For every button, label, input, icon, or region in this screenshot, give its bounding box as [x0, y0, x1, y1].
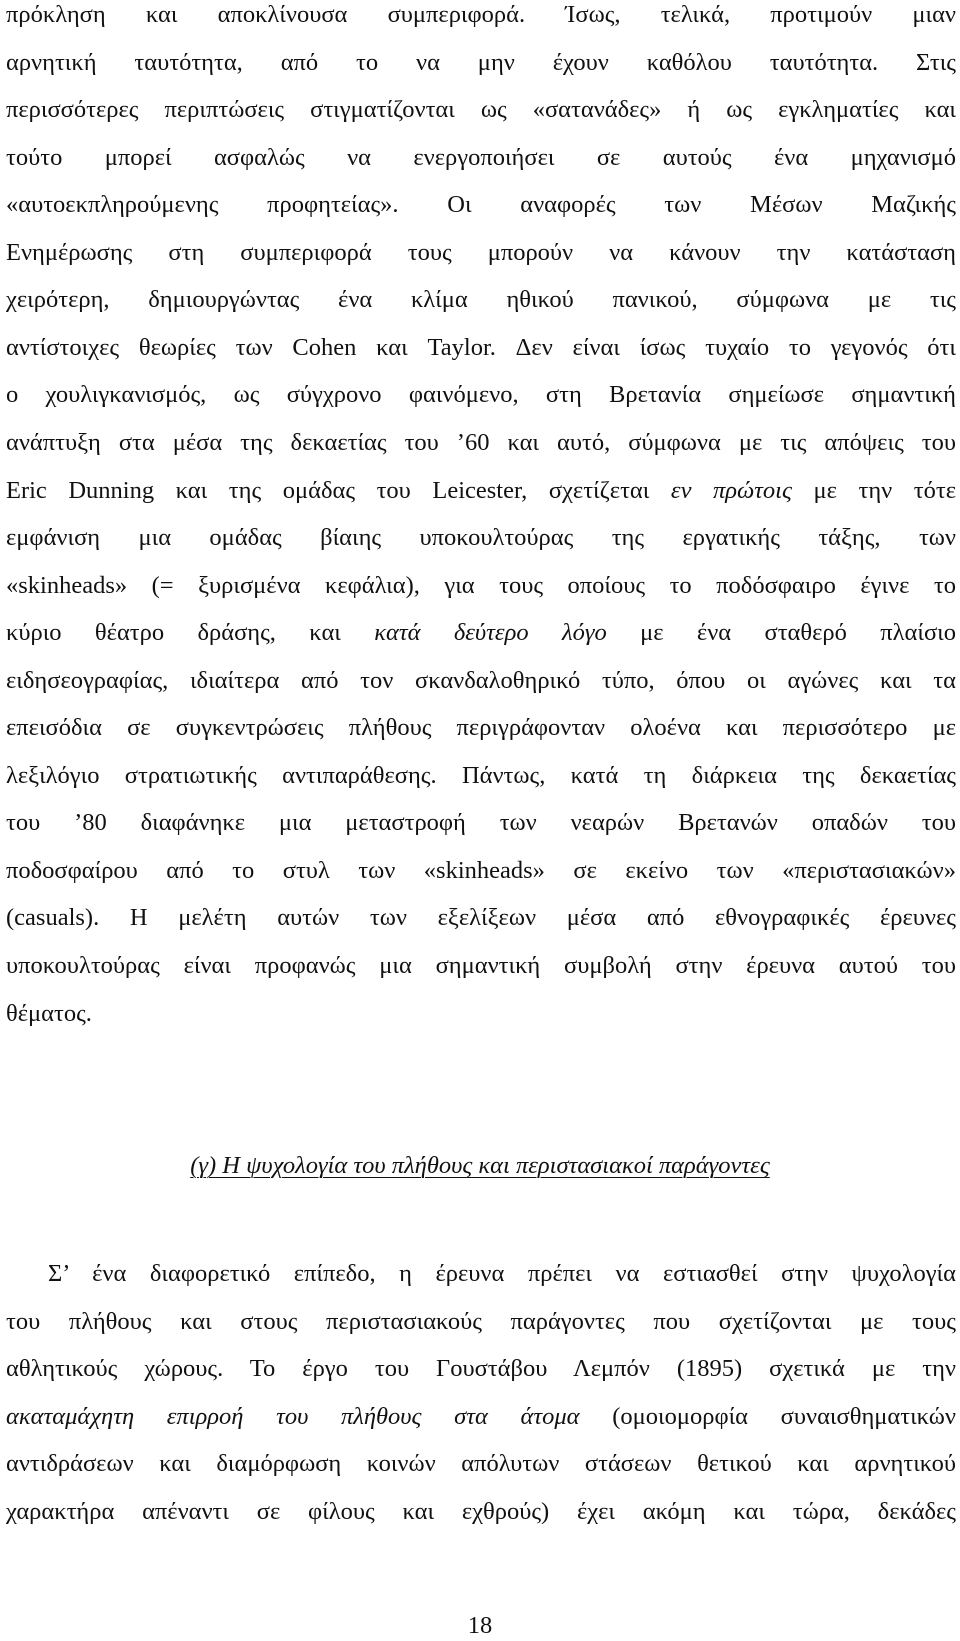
italic-emphasis: κατά δεύτερο λόγο	[374, 619, 607, 646]
text-line: αντιδράσεων και διαμόρφωση κοινών απόλυτων στάσεων θετικού και αρνητικού	[6, 1450, 956, 1477]
text-line	[6, 618, 956, 648]
text-line: εμφάνιση μια ομάδας βίαιης υποκουλτούρας της εργατικής τάξης, των	[6, 524, 956, 551]
text-line: Σ’ ένα διαφορετικό επίπεδο, η έρευνα πρέπει να εστιασθεί στην ψυχολογία	[48, 1260, 956, 1287]
text-line: «αυτοεκπληρούμενης προφητείας». Οι αναφορές των Μέσων Μαζικής	[6, 191, 956, 218]
text-line: ο χουλιγκανισμός, ως σύγχρονο φαινόμενο, στη Βρετανία σημείωσε σημαντική	[6, 381, 956, 408]
text-line: (casuals). Η μελέτη αυτών των εξελίξεων μέσα από εθνογραφικές έρευνες	[6, 904, 956, 931]
section-heading	[0, 1151, 960, 1181]
text-line: «skinheads» (= ξυρισμένα κεφάλια), για τους οποίους το ποδόσφαιρο έγινε το	[6, 572, 956, 599]
text-line: πρόκληση και αποκλίνουσα συμπεριφορά. Ίσως, τελικά, προτιμούν μιαν	[6, 1, 956, 28]
text-line: του ’80 διαφάνηκε μια μεταστροφή των νεαρών Βρετανών οπαδών του	[6, 809, 956, 836]
text-line: χειρότερη, δημιουργώντας ένα κλίμα ηθικού πανικού, σύμφωνα με τις	[6, 286, 956, 313]
text-line: ποδοσφαίρου από το στυλ των «skinheads» σε εκείνο των «περιστασιακών»	[6, 857, 956, 884]
text-line: χαρακτήρα απέναντι σε φίλους και εχθρούς) έχει ακόμη και τώρα, δεκάδες	[6, 1498, 956, 1525]
section-heading-text: (γ) Η ψυχολογία του πλήθους και περιστασιακοί παράγοντες	[190, 1152, 770, 1179]
text-line: του πλήθους και στους περιστασιακούς παράγοντες που σχετίζονται με τους	[6, 1308, 956, 1335]
text-line: ανάπτυξη στα μέσα της δεκαετίας του ’60 και αυτό, σύμφωνα με τις απόψεις του	[6, 429, 956, 456]
text-run: με ένα σταθερό πλαίσιο	[606, 619, 956, 646]
text-run: Eric Dunning και της ομάδας του Leicester, σχετίζεται	[6, 477, 671, 504]
text-line: υποκουλτούρας είναι προφανώς μια σημαντική συμβολή στην έρευνα αυτού του	[6, 952, 956, 979]
text-run: κύριο θέατρο δράσης, και	[6, 619, 375, 646]
text-line: τούτο μπορεί ασφαλώς να ενεργοποιήσει σε αυτούς ένα μηχανισμό	[6, 144, 956, 171]
page-number: 18	[467, 1612, 493, 1639]
text-run: με την τότε	[791, 477, 956, 504]
text-line: αθλητικούς χώρους. Το έργο του Γουστάβου Λεμπόν (1895) σχετικά με την	[6, 1355, 956, 1382]
text-line	[6, 476, 956, 506]
text-line: λεξιλόγιο στρατιωτικής αντιπαράθεσης. Πάντως, κατά τη διάρκεια της δεκαετίας	[6, 762, 956, 789]
text-line: επεισόδια σε συγκεντρώσεις πλήθους περιγράφονταν ολοένα και περισσότερο με	[6, 714, 956, 741]
text-line: περισσότερες περιπτώσεις στιγματίζονται ως «σατανάδες» ή ως εγκληματίες και	[6, 96, 956, 123]
italic-emphasis: ακαταμάχητη επιρροή του πλήθους στα άτομα	[6, 1403, 580, 1430]
text-line: αρνητική ταυτότητα, από το να μην έχουν καθόλου ταυτότητα. Στις	[6, 49, 956, 76]
text-line: θέματος.	[6, 1000, 92, 1027]
italic-emphasis: εν πρώτοις	[670, 477, 792, 504]
text-line: Ενημέρωσης στη συμπεριφορά τους μπορούν να κάνουν την κατάσταση	[6, 239, 956, 266]
text-run: (ομοιομορφία συναισθηματικών	[579, 1403, 956, 1430]
text-line: αντίστοιχες θεωρίες των Cohen και Taylor. Δεν είναι ίσως τυχαίο το γεγονός ότι	[6, 334, 956, 361]
text-line	[6, 1402, 956, 1432]
text-line: ειδησεογραφίας, ιδιαίτερα από τον σκανδαλοθηρικό τύπο, όπου οι αγώνες και τα	[6, 667, 956, 694]
